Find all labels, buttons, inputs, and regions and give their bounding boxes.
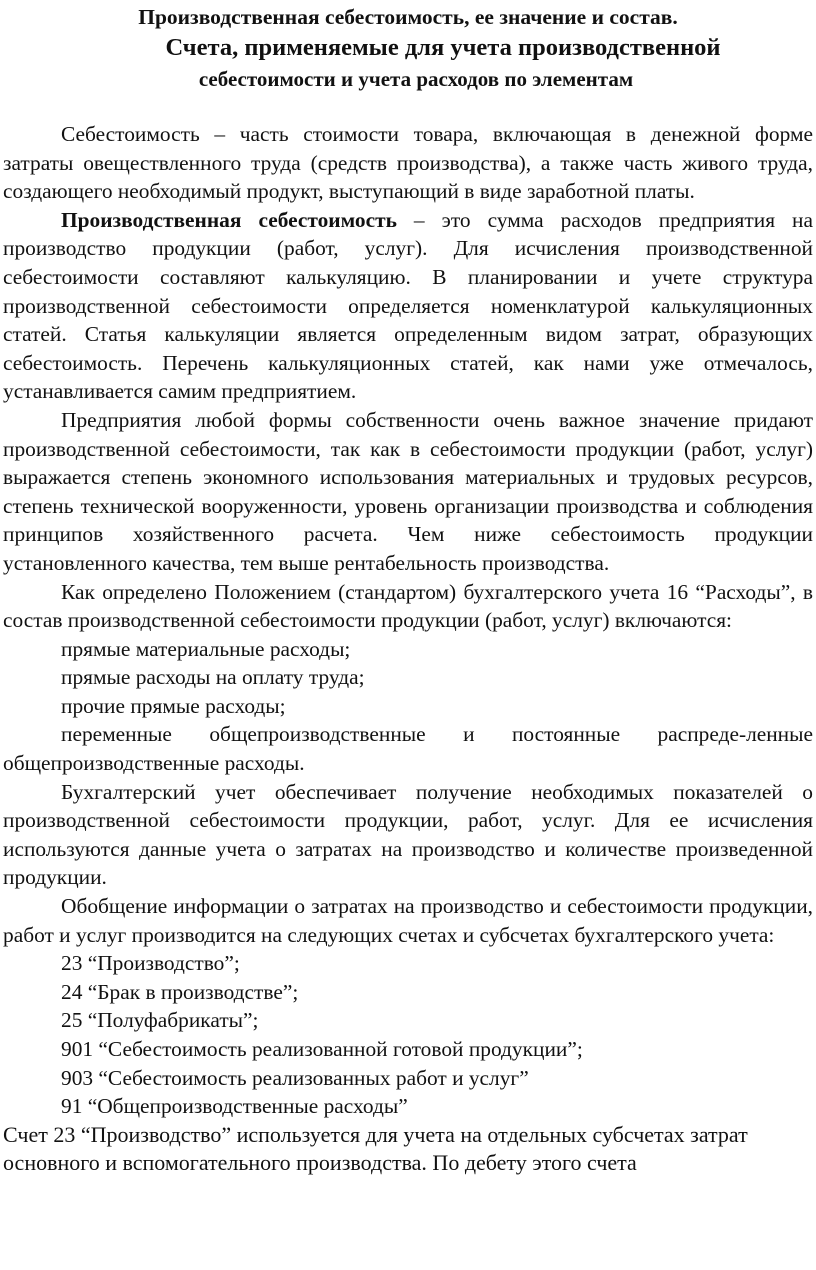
account-item: 23 “Производство”; — [61, 951, 240, 976]
document-page — [3, 0, 813, 1178]
paragraph-importance: Предприятия любой формы собственности очень важное значение придают производственной себестоимости, так как в себестоимости продукции (работ, услуг) выражается степень экономного использования материальных и трудовых ресурсов, степень технической вооруженности, уровень организации производства и соблюдения принципов хозяйственного расчета. Чем ниже себестоимость продукции установленного качества, тем выше рентабельность производства. — [3, 407, 813, 575]
paragraph-accounts-intro: Обобщение информации о затратах на производство и себестоимости продукции, работ и услуг производится на следующих счетах и субсчетах бухгалтерского учета: — [3, 894, 813, 947]
heading-line-3: себестоимости и учета расходов по элементам — [198, 67, 634, 91]
account-item: 91 “Общепроизводственные расходы” — [61, 1094, 408, 1119]
paragraph-standard: Как определено Положением (стандартом) бухгалтерского учета 16 “Расходы”, в состав производственной себестоимости продукции (работ, услуг) включаются: — [3, 579, 813, 633]
paragraph-accounting: Бухгалтерский учет обеспечивает получение необходимых показателей о производственной себестоимости продукции, работ, услуг. Для ее исчисления используются данные учета о затратах на производство и количестве произведенной продукции. — [3, 779, 813, 890]
account-item: 25 “Полуфабрикаты”; — [61, 1008, 259, 1033]
heading-line-1: Производственная себестоимость, ее значение и состав. — [138, 5, 678, 29]
heading-line-2: Счета, применяемые для учета производственной — [165, 34, 721, 61]
term-production-cost: Производственная себестоимость — [61, 207, 397, 232]
paragraph-production-cost — [3, 206, 813, 406]
paragraph-production-cost-text: – это сумма расходов предприятия на производство продукции (работ, услуг). Для исчисления производственной себестоимости составляют калькуляцию. В планировании и учете структура производственной себестоимости определяется номенклатурой калькуляционных статей. Статья калькуляции является определенным видом затрат, образующих себестоимость. Перечень калькуляционных статей, как нами уже отмечалось, устанавливается самим предприятием. — [3, 207, 813, 404]
paragraph-account-23: Счет 23 “Производство” используется для учета на отдельных субсчетах затрат основного и вспомогательного производства. По дебету этого счета — [3, 1121, 748, 1176]
account-item: 903 “Себестоимость реализованных работ и услуг” — [61, 1065, 529, 1090]
account-item: 901 “Себестоимость реализованной готовой продукции”; — [61, 1037, 583, 1061]
cost-item: прочие прямые расходы; — [61, 693, 286, 718]
cost-item: прямые материальные расходы; — [61, 636, 351, 661]
document-body — [3, 120, 813, 1178]
cost-item: прямые расходы на оплату труда; — [61, 665, 365, 690]
account-item: 24 “Брак в производстве”; — [61, 979, 299, 1004]
paragraph-definition: Себестоимость – часть стоимости товара, включающая в денежной форме затраты овеществленного труда (средств производства), а также часть живого труда, создающего необходимый продукт, выступающий в виде заработной платы. — [3, 122, 813, 204]
cost-item: переменные общепроизводственные и постоянные распреде-ленные общепроизводственные расходы. — [3, 722, 813, 776]
